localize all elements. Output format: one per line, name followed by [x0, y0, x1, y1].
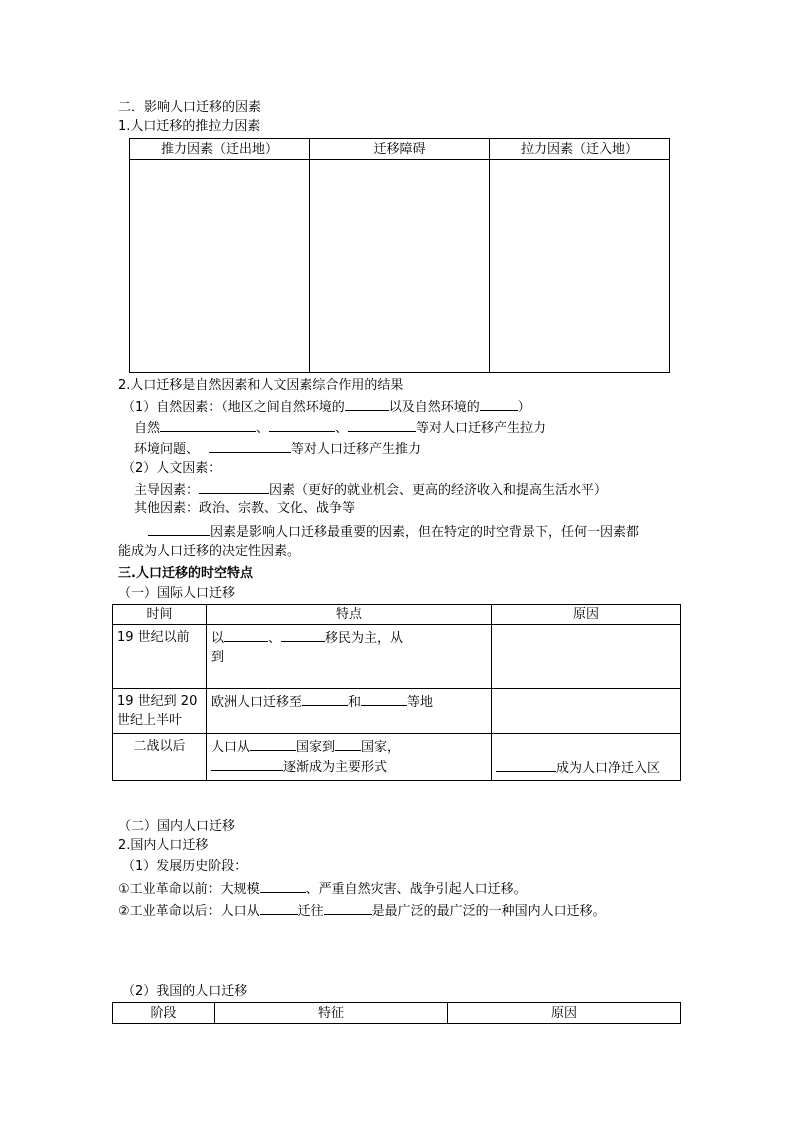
- header-pull-factors: 拉力因素（迁入地）: [490, 139, 670, 160]
- china-migration-table: [112, 1002, 681, 1024]
- reason-cell: 成为人口净迁入区: [492, 755, 680, 780]
- international-migration-label: （一）国际人口迁移: [118, 586, 236, 601]
- key-factor-paragraph: 因素是影响人口迁移最重要的因素，但在特定的时空背景下，任何一因素都: [148, 522, 639, 542]
- blank-field[interactable]: [260, 901, 298, 915]
- blank-field[interactable]: [348, 418, 416, 432]
- header-features: 特点: [207, 605, 492, 625]
- domestic-migration-label: （二）国内人口迁移: [118, 819, 236, 834]
- table-row: [113, 689, 681, 734]
- blank-field[interactable]: [281, 628, 325, 642]
- time-cell: 二战以后: [133, 739, 186, 754]
- blank-field[interactable]: [224, 628, 268, 642]
- human-factors-label: （2）人文因素：: [122, 461, 222, 476]
- subheading-combined-factors: 2.人口迁移是自然因素和人文因素综合作用的结果: [118, 378, 404, 393]
- natural-push-line: 环境问题、 等对人口迁移产生推力: [134, 439, 421, 459]
- blank-field[interactable]: [160, 418, 256, 432]
- header-barriers: 迁移障碍: [310, 139, 490, 160]
- pull-factors-cell[interactable]: [490, 160, 670, 373]
- blank-field[interactable]: [324, 901, 372, 915]
- push-factors-cell[interactable]: [130, 160, 310, 373]
- barriers-cell[interactable]: [310, 160, 490, 373]
- leading-factor-line: 主导因素： 因素（更好的就业机会、更高的经济收入和提高生活水平）: [134, 480, 607, 500]
- push-pull-table: [129, 138, 670, 373]
- time-cell: 19 世纪以前: [117, 630, 190, 645]
- blank-field[interactable]: [148, 522, 210, 536]
- table-row: [113, 734, 681, 781]
- blank-field[interactable]: [335, 737, 361, 751]
- blank-field[interactable]: [496, 758, 556, 772]
- china-migration-label: （2）我国的人口迁移: [122, 984, 248, 999]
- header-stage: 阶段: [113, 1003, 215, 1024]
- blank-field[interactable]: [269, 418, 335, 432]
- pre-industrial-line: ①工业革命以前：大规模 、严重自然灾害、战争引起人口迁移。: [118, 879, 527, 899]
- domestic-migration-subheading: 2.国内人口迁移: [118, 838, 209, 853]
- features-cell: 人口从 国家到 国家， 逐渐成为主要形式: [207, 734, 491, 780]
- post-industrial-line: ②工业革命以后：人口从 迁往 是最广泛的最广泛的一种国内人口迁移。: [118, 901, 606, 921]
- natural-factors-line: （1）自然因素：（地区之间自然环境的 以及自然环境的 ）: [122, 397, 531, 417]
- development-stages-label: （1）发展历史阶段：: [122, 859, 248, 874]
- section-3-title: 三.人口迁移的时空特点: [118, 566, 253, 581]
- other-factors-line: 其他因素：政治、宗教、文化、战争等: [134, 501, 356, 516]
- subheading-push-pull: 1.人口迁移的推拉力因素: [118, 119, 261, 134]
- blank-field[interactable]: [302, 692, 348, 706]
- key-factor-paragraph-end: 能成为人口迁移的决定性因素。: [118, 544, 301, 559]
- blank-field[interactable]: [250, 737, 296, 751]
- header-push-factors: 推力因素（迁出地）: [130, 139, 310, 160]
- header-characteristics: 特征: [215, 1003, 448, 1024]
- reason-cell[interactable]: [492, 625, 681, 689]
- blank-field[interactable]: [209, 439, 291, 453]
- header-time: 时间: [113, 605, 207, 625]
- features-cell: 以 、 移民为主，从 到: [207, 625, 491, 670]
- header-reasons: 原因: [448, 1003, 681, 1024]
- blank-field[interactable]: [260, 879, 306, 893]
- table-row: [113, 625, 681, 689]
- time-cell: 19 世纪到 20 世纪上半叶: [117, 694, 198, 728]
- blank-field[interactable]: [199, 480, 269, 494]
- blank-field[interactable]: [480, 397, 518, 411]
- international-migration-table: [112, 604, 681, 781]
- natural-pull-line: 自然 、 、 等对人口迁移产生拉力: [134, 418, 546, 438]
- section-2-title: 二．影响人口迁移的因素: [118, 100, 262, 115]
- blank-field[interactable]: [345, 397, 389, 411]
- features-cell: 欧洲人口迁移至 和 等地: [207, 689, 491, 715]
- header-reasons: 原因: [492, 605, 681, 625]
- reason-cell[interactable]: [492, 689, 681, 734]
- blank-field[interactable]: [211, 757, 283, 771]
- blank-field[interactable]: [361, 692, 407, 706]
